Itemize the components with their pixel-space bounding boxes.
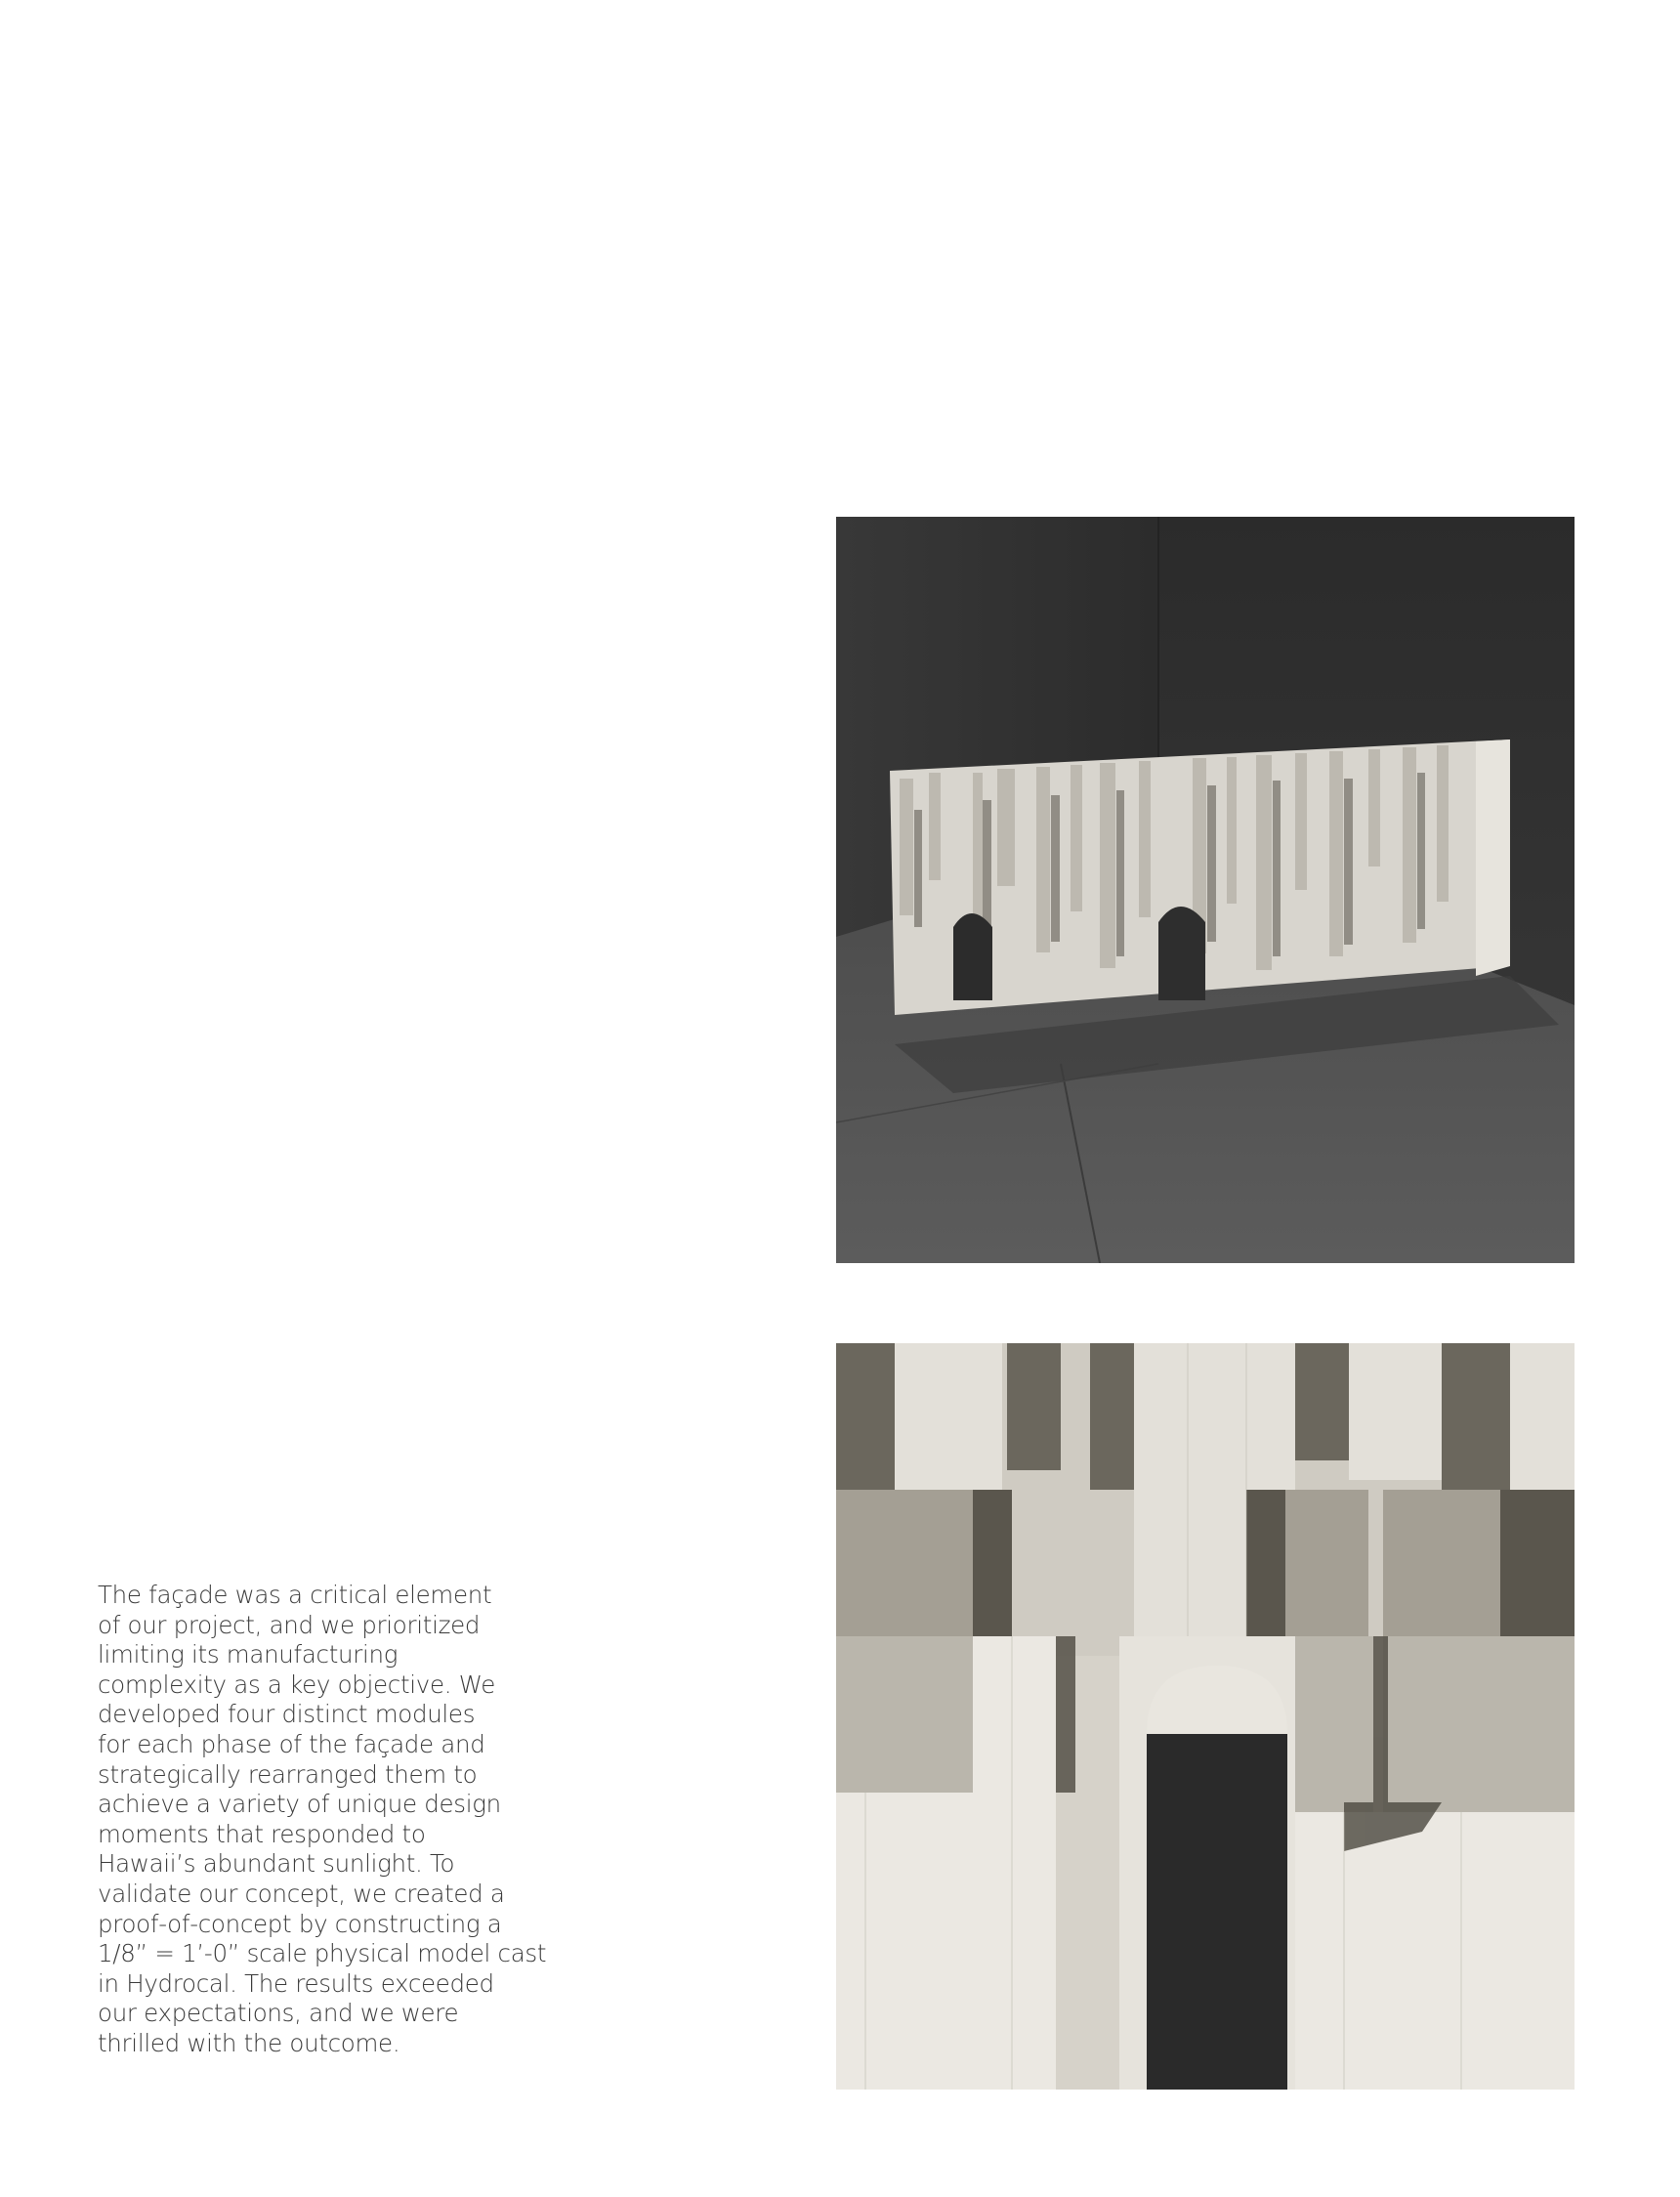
body-line: for each phase of the façade and: [98, 1729, 485, 1758]
body-line: proof-of-concept by constructing a: [98, 1909, 502, 1938]
body-line: Hawaii’s abundant sunlight. To: [98, 1849, 455, 1879]
facade-model-photo-closeup: [836, 1343, 1575, 2090]
body-line: developed four distinct modules: [98, 1700, 476, 1729]
body-line: our expectations, and we were: [98, 1999, 459, 2028]
body-line: 1/8” = 1’-0” scale physical model cast: [98, 1939, 547, 1968]
body-line: The façade was a critical element: [98, 1581, 492, 1609]
facade-model-overview-image: [836, 517, 1575, 1263]
body-line: validate our concept, we created a: [98, 1879, 505, 1908]
body-line: achieve a variety of unique design: [98, 1790, 501, 1819]
facade-model-closeup-image: [836, 1343, 1575, 2090]
body-line: of our project, and we prioritized: [98, 1610, 481, 1639]
body-line: thrilled with the outcome.: [98, 2028, 400, 2057]
body-line: complexity as a key objective. We: [98, 1669, 495, 1699]
body-paragraph: [98, 1581, 547, 2059]
facade-model-photo-overview: [836, 517, 1575, 1263]
body-line: in Hydrocal. The results exceeded: [98, 1968, 494, 1998]
body-line: strategically rearranged them to: [98, 1759, 478, 1789]
body-line: moments that responded to: [98, 1819, 426, 1848]
body-line: limiting its manufacturing: [98, 1640, 399, 1669]
